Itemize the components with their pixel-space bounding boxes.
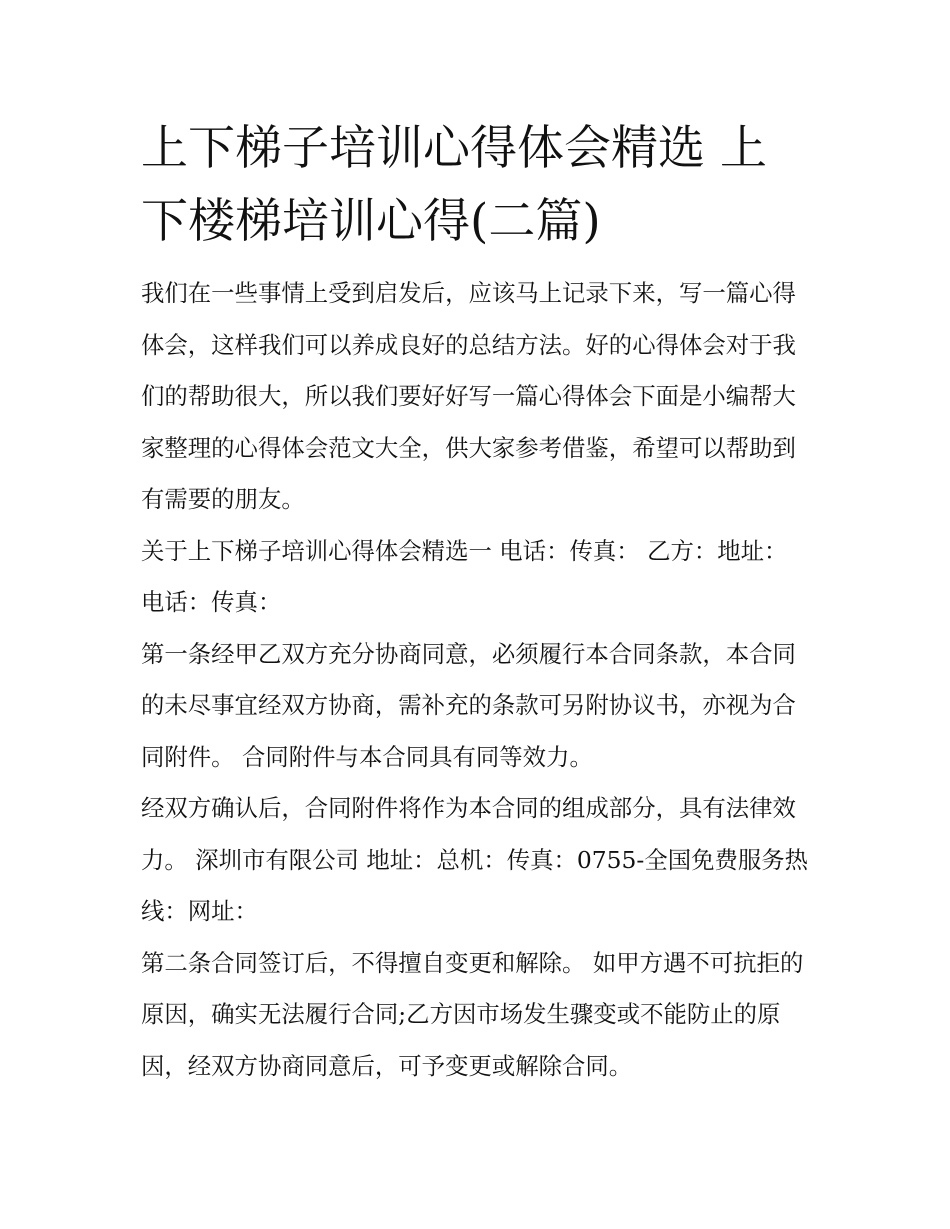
paragraph-intro: 我们在一些事情上受到启发后，应该马上记录下来，写一篇心得体会，这样我们可以养成良好的总结方法。好的心得体会对于我们的帮助很大，所以我们要好好写一篇心得体会下面是小编帮大家整理的心得体会范文大全，供大家参考借鉴，希望可以帮助到有需要的朋友。 bbox=[141, 279, 796, 513]
paragraph-article-2: 第二条合同签订后，不得擅自变更和解除。 如甲方遇不可抗拒的原因，确实无法履行合同;乙方因市场发生骤变或不能防止的原因，经双方协商同意后，可予变更或解除合同。 bbox=[141, 948, 804, 1080]
paragraph-article-1: 第一条经甲乙双方充分协商同意，必须履行本合同条款，本合同的未尽事宜经双方协商，需补充的条款可另附协议书，亦视为合同附件。 合同附件与本合同具有同等效力。 bbox=[141, 639, 796, 771]
paragraph-company-info: 经双方确认后，合同附件将作为本合同的组成部分，具有法律效力。 深圳市有限公司 地址：总机：传真：0755-全国免费服务热线：网址： bbox=[141, 794, 809, 925]
document-title: 上下梯子培训心得体会精选 上下楼梯培训心得(二篇) bbox=[141, 121, 767, 249]
paragraph-contact-info: 关于上下梯子培训心得体会精选一 电话：传真： 乙方：地址： 电话：传真： bbox=[141, 536, 788, 616]
document-content bbox=[141, 112, 813, 1092]
